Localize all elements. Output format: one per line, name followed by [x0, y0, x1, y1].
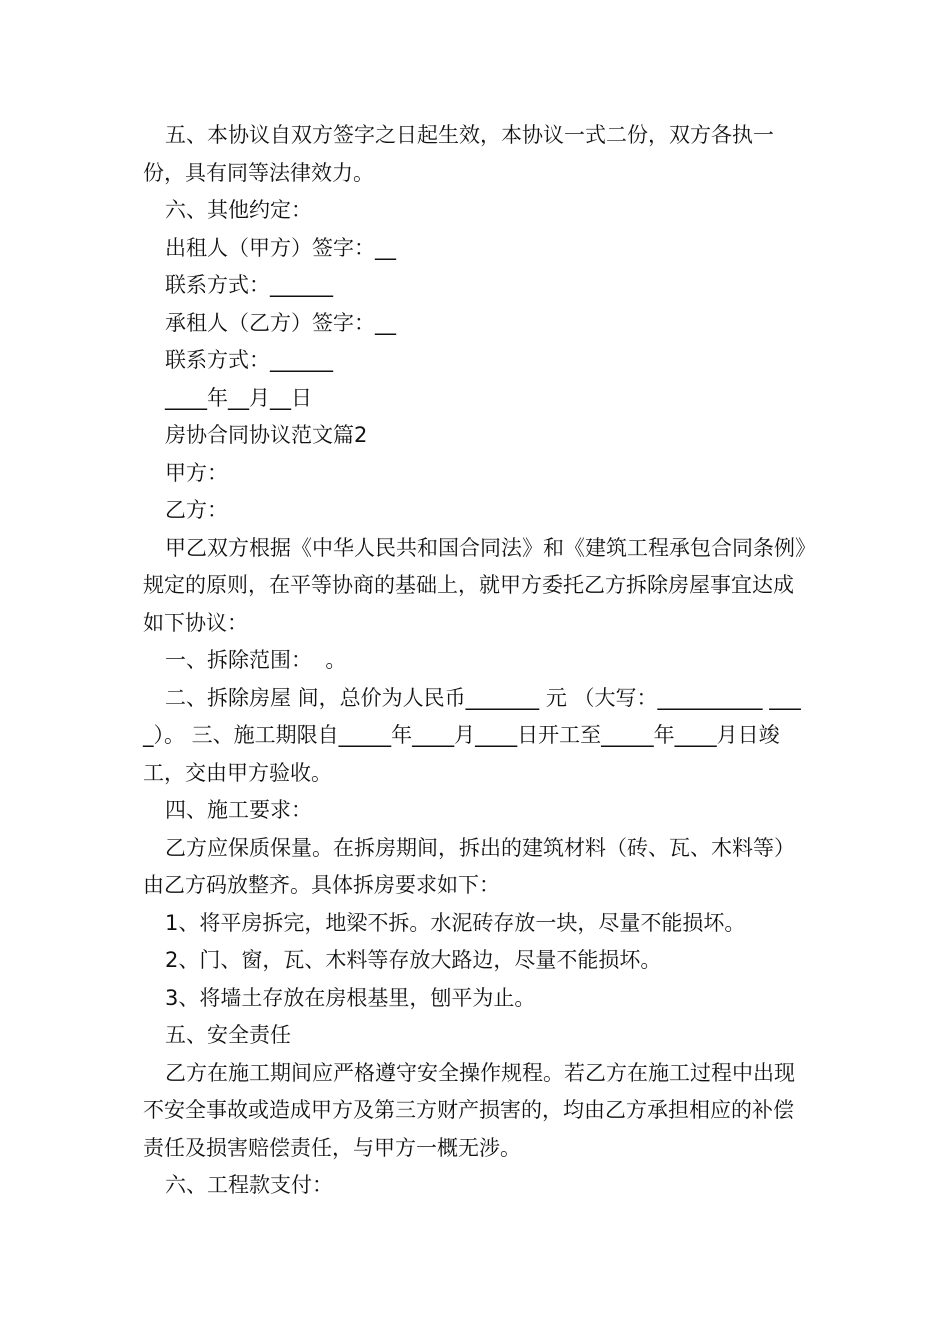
paragraph-safety-heading: 五、安全责任	[165, 1023, 291, 1047]
lessor-contact-line: 联系方式：______	[165, 273, 333, 297]
lessee-contact-line: 联系方式：______	[165, 348, 333, 372]
paragraph-price-and-schedule: 二、拆除房屋 间，总价为人民币_______ 元 （大写：__________ ____）。 三、施工期限自_____年____月____日开工至_____年____月日竣工，交由甲方验收。	[143, 685, 801, 785]
paragraph-scope: 一、拆除范围： 。	[165, 648, 347, 672]
paragraph-requirements-heading: 四、施工要求：	[165, 798, 312, 822]
section-title: 房协合同协议范文篇2	[165, 423, 368, 447]
paragraph-requirements: 乙方应保质保量。在拆房期间，拆出的建筑材料（砖、瓦、木料等）由乙方码放整齐。具体拆房要求如下：	[143, 835, 795, 897]
lessee-signature-line: 承租人（乙方）签字：__	[165, 310, 396, 335]
document-page	[143, 117, 808, 1205]
party-b-line: 乙方：	[165, 498, 228, 522]
paragraph-preamble: 甲乙双方根据《中华人民共和国合同法》和《建筑工程承包合同条例》规定的原则，在平等协商的基础上，就甲方委托乙方拆除房屋事宜达成如下协议：	[143, 535, 806, 635]
list-item: 1、将平房拆完，地梁不拆。水泥砖存放一块，尽量不能损坏。	[165, 910, 746, 935]
paragraph-effective-clause: 五、本协议自双方签字之日起生效，本协议一式二份，双方各执一份，具有同等法律效力。	[143, 123, 774, 185]
paragraph-safety: 乙方在施工期间应严格遵守安全操作规程。若乙方在施工过程中出现不安全事故或造成甲方及第三方财产损害的，均由乙方承担相应的补偿责任及损害赔偿责任，与甲方一概无涉。	[143, 1060, 795, 1160]
party-a-line: 甲方：	[165, 460, 228, 485]
date-line: ____年__月__日	[165, 385, 312, 410]
lessor-signature-line: 出租人（甲方）签字：__	[165, 235, 396, 260]
paragraph-payment-heading: 六、工程款支付：	[165, 1173, 333, 1197]
paragraph-other-terms: 六、其他约定：	[165, 198, 312, 222]
list-item: 2、门、窗，瓦、木料等存放大路边，尽量不能损坏。	[165, 948, 662, 972]
list-item: 3、将墙土存放在房根基里，刨平为止。	[165, 985, 536, 1010]
